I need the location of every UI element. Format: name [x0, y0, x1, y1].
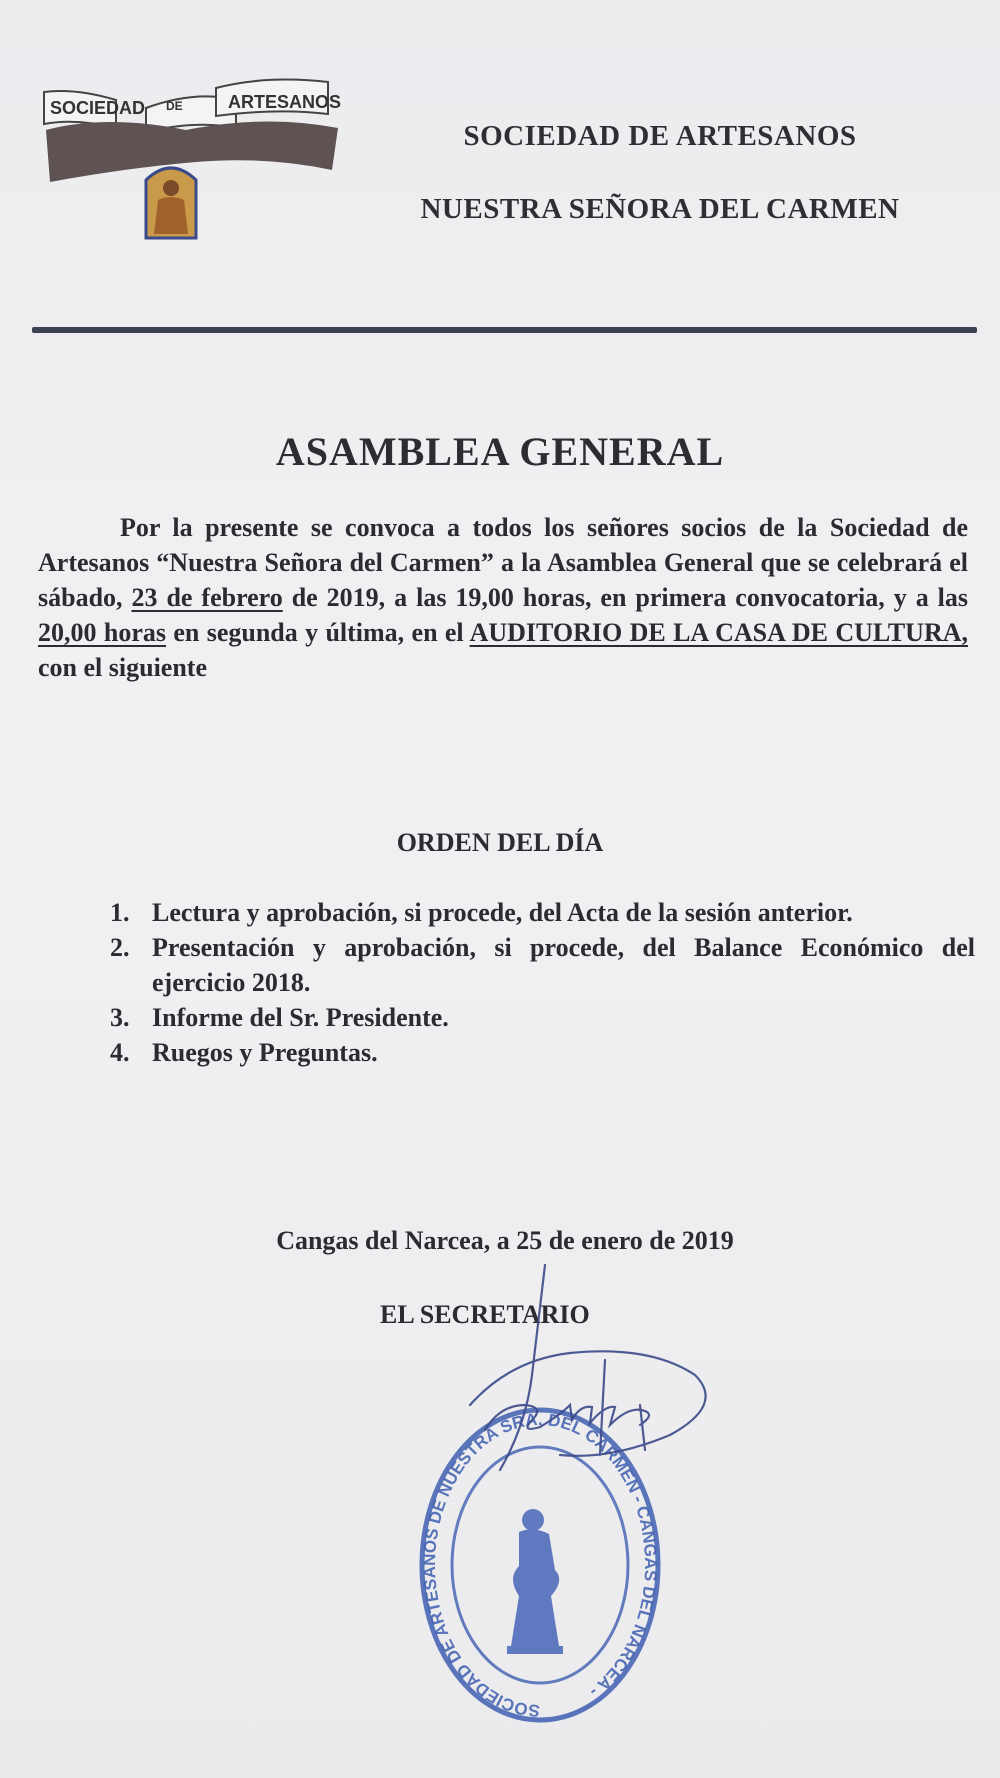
page-title: ASAMBLEA GENERAL [275, 429, 725, 474]
agenda-item [110, 1000, 975, 1035]
header-divider [32, 327, 977, 333]
logo-word-2: DE [166, 99, 183, 113]
agenda-item-text: Ruegos y Preguntas. [152, 1038, 378, 1067]
paragraph-text-2: de 2019, a las 19,00 horas, en primera convocatoria, y a las [282, 583, 968, 612]
virgin-medallion-icon [146, 168, 196, 238]
paragraph-text-1: Por la presente se convoca a todos los señores socios de la Sociedad de Artesanos “Nuestra Señora del Carmen” a la Asamblea General que se celebrará el sábado, [38, 513, 968, 612]
logo-word-1: SOCIEDAD [50, 98, 146, 118]
society-stamp [415, 1400, 665, 1730]
meeting-date: 23 de febrero [131, 583, 283, 612]
second-call-time: 20,00 horas [38, 618, 166, 647]
agenda-item [110, 895, 975, 930]
logo-word-3: ARTESANOS [228, 92, 342, 112]
header-society-name: SOCIEDAD DE ARTESANOS [463, 120, 857, 152]
signer-title: EL SECRETARIO [380, 1300, 590, 1329]
agenda-item [110, 930, 975, 1000]
agenda-item-number: 3. [110, 1003, 130, 1032]
agenda-item-text: Informe del Sr. Presidente. [152, 1003, 449, 1032]
agenda-heading: ORDEN DEL DÍA [396, 828, 604, 857]
agenda-item-text: Lectura y aprobación, si procede, del Acta de la sesión anterior. [152, 898, 853, 927]
agenda-item-number: 2. [110, 933, 130, 962]
paragraph-text-3: en segunda y última, en el [165, 618, 470, 647]
agenda-item [110, 1035, 975, 1070]
agenda-item-text: Presentación y aprobación, si procede, del Balance Económico del ejercicio 2018. [152, 933, 975, 997]
stamp-ring-text: SOCIEDAD DE ARTESANOS DE NUESTRA SRA. DEL CARMEN - CANGAS DEL NARCEA - [419, 1409, 661, 1721]
convocation-paragraph [38, 510, 968, 685]
agenda-list [110, 895, 975, 1070]
place-and-date: Cangas del Narcea, a 25 de enero de 2019 [276, 1226, 734, 1255]
agenda-item-number: 4. [110, 1038, 130, 1067]
madonna-figure-icon [507, 1509, 563, 1654]
header-patron-name: NUESTRA SEÑORA DEL CARMEN [420, 193, 900, 225]
society-logo [36, 70, 346, 260]
agenda-item-number: 1. [110, 898, 130, 927]
meeting-venue: AUDITORIO DE LA CASA DE CULTURA, [469, 618, 968, 647]
paragraph-text-4: con el siguiente [38, 653, 207, 682]
